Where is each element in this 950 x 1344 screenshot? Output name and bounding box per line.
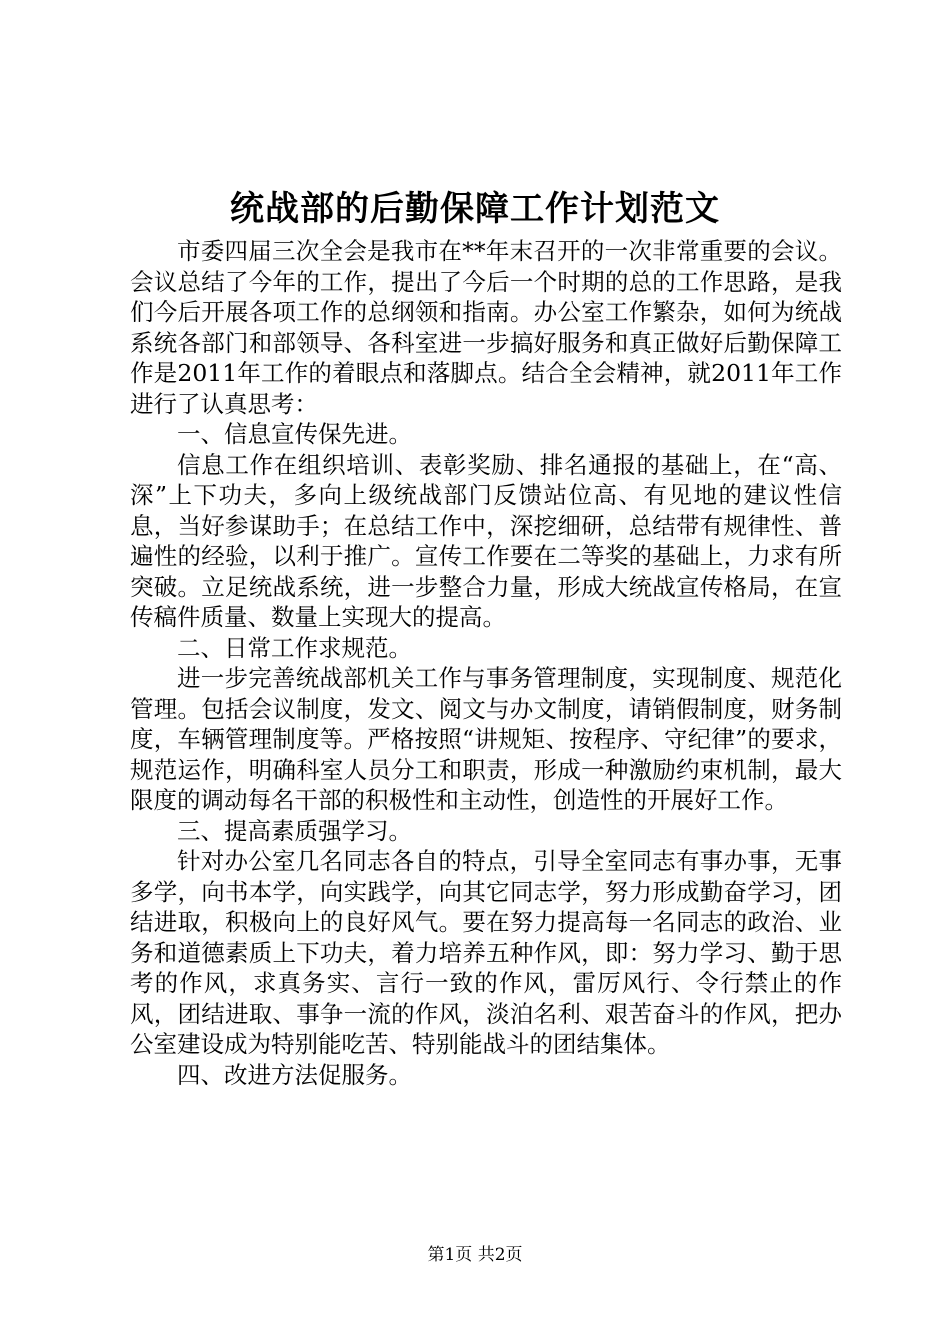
document-title: 统战部的后勤保障工作计划范文	[230, 189, 720, 229]
section-heading: 一、信息宣传保先进。	[177, 420, 412, 448]
section-heading: 四、改进方法促服务。	[177, 1060, 412, 1089]
document-body	[130, 236, 842, 1090]
paragraph: 进一步完善统战部机关工作与事务管理制度，实现制度、规范化管理。包括会议制度，发文、阅文与办文制度，请销假制度，财务制度，车辆管理制度等。严格按照“讲规矩、按程序、守纪律”的要求，规范运作，明确科室人员分工和职责，形成一种激励约束机制，最大限度的调动每名干部的积极性和主动性，创造性的开展好工作。	[130, 664, 842, 814]
section-heading: 三、提高素质强学习。	[177, 816, 412, 845]
section-heading: 二、日常工作求规范。	[177, 633, 412, 662]
paragraph: 信息工作在组织培训、表彰奖励、排名通报的基础上，在“高、深”上下功夫，多向上级统战部门反馈站位高、有见地的建议性信息，当好参谋助手；在总结工作中，深挖细研，总结带有规律性、普遍性的经验，以利于推广。宣传工作要在二等奖的基础上，力求有所突破。立足统战系统，进一步整合力量，形成大统战宣传格局，在宣传稿件质量、数量上实现大的提高。	[130, 450, 842, 631]
paragraph: 针对办公室几名同志各自的特点，引导全室同志有事办事，无事多学，向书本学，向实践学，向其它同志学，努力形成勤奋学习，团结进取，积极向上的良好风气。要在努力提高每一名同志的政治、业务和道德素质上下功夫，着力培养五种作风，即：努力学习、勤于思考的作风，求真务实、言行一致的作风，雷厉风行、令行禁止的作风，团结进取、事争一流的作风，淡泊名利、艰苦奋斗的作风，把办公室建设成为特别能吃苦、特别能战斗的团结集体。	[130, 847, 842, 1058]
page-footer: 第1页 共2页	[427, 1245, 523, 1265]
paragraph: 市委四届三次全会是我市在**年末召开的一次非常重要的会议。会议总结了今年的工作，提出了今后一个时期的总的工作思路，是我们今后开展各项工作的总纲领和指南。办公室工作繁杂，如何为统战系统各部门和部领导、各科室进一步搞好服务和真正做好后勤保障工作是2011年工作的着眼点和落脚点。结合全会精神，就2011年工作进行了认真思考：	[130, 237, 842, 418]
